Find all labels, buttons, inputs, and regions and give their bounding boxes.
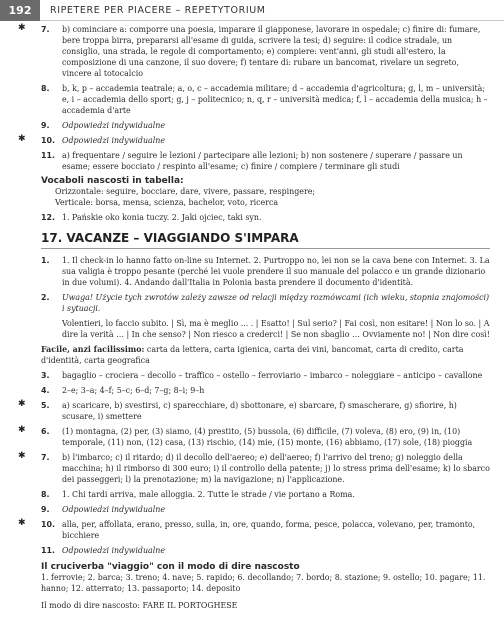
running-title: RIPETERE PER PIACERE – REPETYTORIUM bbox=[50, 5, 266, 16]
asterisk-icon: ✱ bbox=[18, 451, 26, 461]
answer-item bbox=[0, 255, 504, 288]
cruciverba-heading: Il cruciverba "viaggio" con il modo di dire nascosto bbox=[41, 562, 300, 572]
answers-section-16 bbox=[0, 24, 504, 172]
vocaboli-verticale: Verticale: borsa, mensa, scienza, bachelor, voto, ricerca bbox=[55, 198, 279, 207]
answer-item bbox=[0, 370, 504, 381]
facile-label: Facile, anzi facilissimo: bbox=[41, 345, 145, 354]
item-number: 6. bbox=[41, 427, 50, 436]
answer-item bbox=[0, 135, 504, 146]
answer-item bbox=[0, 120, 504, 131]
item-text: 1. Il check-in lo hanno fatto on-line su Internet. 2. Purtroppo no, lei non se la cava bene con Internet. 3. La sua valigia è troppo pesante (perché lei vuole prendere il suo manuale del polacco e un grande dizionario in due volumi). 4. Andando dall'Italia in Polonia basta prendere il documento d'identità. bbox=[62, 256, 490, 287]
item-number: 1. bbox=[41, 256, 50, 265]
answer-item bbox=[0, 318, 504, 340]
item-number: 8. bbox=[41, 84, 50, 93]
item-text: Odpowiedzi indywidualne bbox=[62, 121, 166, 130]
item-text: (1) montagna, (2) per, (3) siamo, (4) prestito, (5) bussola, (6) difficile, (7) voleva, (8) ero, (9) in, (10) temporale, (11) non, (12) casa, (13) rischio, (14) mie, (15) monte, (16) abbiamo, (17) sole, (18) pioggia bbox=[62, 427, 473, 447]
item-number: 10. bbox=[41, 136, 55, 145]
answer-item bbox=[0, 24, 504, 79]
asterisk-icon: ✱ bbox=[18, 134, 26, 144]
asterisk-icon: ✱ bbox=[18, 518, 26, 528]
facile-block bbox=[0, 344, 504, 366]
cruciverba-hidden-phrase: Il modo di dire nascosto: FARE IL PORTOGHESE bbox=[41, 601, 238, 610]
item-number: 2. bbox=[41, 293, 50, 302]
asterisk-icon: ✱ bbox=[18, 399, 26, 409]
item-text: b) cominciare a: comporre una poesia, imparare il giapponese, lavorare in ospedale; c) finire di: fumare, bere troppa birra, prepararsi all'esame di guida, scrivere la tesi; d) seguire: il codice stradale, un consiglio, una strada, le regole di comportamento; e) compiere: vent'anni, gli studi all'estero, la composizione di una canzone, il suo dovere; f) tentare di: rubare un bancomat, rivelare un segreto, vincere al totocalcio bbox=[62, 25, 481, 78]
answers-section-17-b bbox=[0, 370, 504, 556]
answer-item-12 bbox=[0, 212, 504, 223]
item-text: 1. Pańskie oko konia tuczy. 2. Jaki ojciec, taki syn. bbox=[62, 213, 262, 222]
item-number: 7. bbox=[41, 25, 50, 34]
answer-item bbox=[0, 385, 504, 396]
item-text: a) frequentare / seguire le lezioni / partecipare alle lezioni; b) non sostenere / superare / passare un esame; essere bocciato / respinto all'esame; c) finire / compiere / terminare gli studi bbox=[62, 151, 463, 171]
answer-item bbox=[0, 489, 504, 500]
item-number: 11. bbox=[41, 546, 55, 555]
answer-key-content bbox=[0, 24, 504, 611]
item-text: Uwaga! Użycie tych zwrotów zależy zawsze od relacji między rozmówcami (ich wieku, stopnia znajomości) i sytuacji. bbox=[62, 293, 490, 313]
item-text: a) scaricare, b) svestirsi, c) sparecchiare, d) sbottonare, e) sbarcare, f) smascherare, g) sfiorire, h) scusare, i) smettere bbox=[62, 401, 457, 421]
answer-item bbox=[0, 292, 504, 314]
facile-text: carta da lettera, carta igienica, carta dei vini, bancomat, carta di credito, carta d'identità, carta geografica bbox=[41, 345, 464, 365]
answer-item bbox=[0, 400, 504, 422]
item-text: 1. Chi tardi arriva, male alloggia. 2. Tutte le strade / vie portano a Roma. bbox=[62, 490, 355, 499]
asterisk-icon: ✱ bbox=[18, 425, 26, 435]
cruciverba-answers: 1. ferrovie; 2. barca; 3. treno; 4. nave; 5. rapido; 6. decollando; 7. bordo; 8. stazione; 9. ostello; 10. pagare; 11. hanno; 12. atterrato; 13. passaporto; 14. deposito bbox=[41, 573, 486, 593]
answer-item bbox=[0, 83, 504, 116]
page-number: 192 bbox=[0, 0, 40, 21]
item-text: bagaglio – crociera – decollo – traffico – ostello – ferroviario – imbarco – noleggiare – anticipo – cavallone bbox=[62, 371, 483, 380]
answer-item bbox=[0, 150, 504, 172]
vocaboli-block bbox=[0, 176, 504, 208]
answer-item bbox=[0, 504, 504, 515]
item-number: 11. bbox=[41, 151, 55, 160]
item-number: 5. bbox=[41, 401, 50, 410]
page-header bbox=[0, 0, 504, 21]
answer-item bbox=[0, 452, 504, 485]
answer-item bbox=[0, 519, 504, 541]
item-number: 10. bbox=[41, 520, 55, 529]
item-text: b) l'imbarco; c) il ritardo; d) il decollo dell'aereo; e) dell'aereo; f) l'arrivo del treno; g) noleggio della macchina; h) il rimborso di 300 euro; i) il controllo della patente; j) lo stress prima dell'esame; k) lo sbarco dei passeggeri; l) la prenotazione; m) la navigazione; n) l'applicazione. bbox=[62, 453, 490, 484]
item-text: Odpowiedzi indywidualne bbox=[62, 136, 166, 145]
item-number: 12. bbox=[41, 213, 55, 222]
answer-item bbox=[0, 545, 504, 556]
item-text: Volentieri, lo faccio subito. | Sì, ma è meglio ... . | Esatto! | Sul serio? | Fai così, non esitare! | Non lo so. | A dire la verità … | In che senso? | Non riesco a crederci! | Se non sbaglio … Ovviamente no! | Non dire così! bbox=[62, 319, 490, 339]
vocaboli-orizzontale: Orizzontale: seguire, bocciare, dare, vivere, passare, respingere; bbox=[55, 187, 316, 196]
item-number: 4. bbox=[41, 386, 50, 395]
vocaboli-heading: Vocaboli nascosti in tabella: bbox=[41, 176, 184, 186]
item-number: 7. bbox=[41, 453, 50, 462]
answers-section-17-a bbox=[0, 255, 504, 340]
item-number: 3. bbox=[41, 371, 50, 380]
item-text: 2–e; 3–a; 4–f; 5–c; 6–d; 7–g; 8–i; 9–h bbox=[62, 386, 205, 395]
item-number: 9. bbox=[41, 121, 50, 130]
answer-item bbox=[0, 426, 504, 448]
item-number: 8. bbox=[41, 490, 50, 499]
item-text: alla, per, affollata, erano, presso, sulla, in, ore, quando, forma, pesce, polacca, volevano, per, tramonto, bicchiere bbox=[62, 520, 476, 540]
item-text: b, k, p – accademia teatrale; a, o, c – accademia militare; d – accademia d'agricoltura; g, l, m – università; e, i – accademia dello sport; g, j – politecnico; n, q, r – università medica; f, l – accademia della musica; h – accademia d'arte bbox=[62, 84, 488, 115]
asterisk-icon: ✱ bbox=[18, 23, 26, 33]
item-text: Odpowiedzi indywidualne bbox=[62, 505, 166, 514]
item-text: Odpowiedzi indywidualne bbox=[62, 546, 166, 555]
item-number: 9. bbox=[41, 505, 50, 514]
section-17-title: 17. VACANZE – VIAGGIANDO S'IMPARA bbox=[41, 231, 490, 249]
